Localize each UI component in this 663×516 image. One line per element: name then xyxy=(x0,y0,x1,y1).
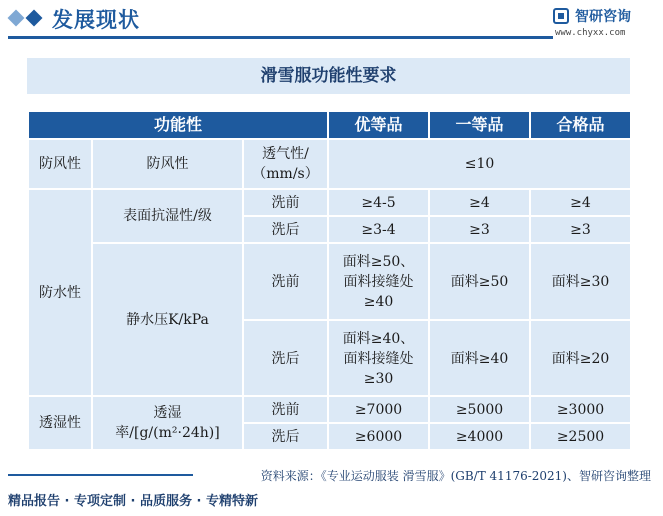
qualified-cell: ≥2500 xyxy=(530,423,631,450)
first-cell: ≥4000 xyxy=(429,423,530,450)
title-underline xyxy=(8,36,553,39)
windproof-value: ≤10 xyxy=(328,139,631,189)
category-waterproof: 防水性 xyxy=(28,189,92,397)
item-windproof: 防风性 xyxy=(92,139,243,189)
table-header-row xyxy=(28,111,631,139)
header-premium: 优等品 xyxy=(328,111,429,139)
category-windproof: 防风性 xyxy=(28,139,92,189)
first-cell: ≥4 xyxy=(429,189,530,216)
item-hydrostatic-pressure: 静水压K/kPa xyxy=(92,243,243,397)
premium-cell: ≥6000 xyxy=(328,423,429,450)
source-note: 资料来源：《专业运动服装 滑雪服》(GB/T 41176-2021)、智研咨询整理 xyxy=(260,469,651,483)
premium-cell: ≥3-4 xyxy=(328,216,429,243)
header-function: 功能性 xyxy=(28,111,328,139)
diamond-bullet-icon xyxy=(8,10,52,28)
table-row xyxy=(28,139,631,189)
table-row xyxy=(28,396,631,423)
cond-cell: 洗前 xyxy=(243,189,328,216)
qualified-cell: ≥3 xyxy=(530,216,631,243)
qualified-cell: 面料≥20 xyxy=(530,320,631,397)
first-cell: ≥3 xyxy=(429,216,530,243)
first-cell: ≥5000 xyxy=(429,396,530,423)
premium-cell: 面料≥40、面料接缝处≥30 xyxy=(328,320,429,397)
cond-cell: 洗后 xyxy=(243,216,328,243)
table-title: 滑雪服功能性要求 xyxy=(27,58,630,94)
page-header xyxy=(0,0,663,46)
premium-cell: ≥7000 xyxy=(328,396,429,423)
qualified-cell: 面料≥30 xyxy=(530,243,631,320)
section-title: 发展现状 xyxy=(52,8,140,32)
brand-name: 智研咨询 xyxy=(575,9,631,25)
brand-logo xyxy=(553,6,653,42)
spec-table-moisture xyxy=(27,395,632,451)
qualified-cell: ≥4 xyxy=(530,189,631,216)
premium-cell: ≥4-5 xyxy=(328,189,429,216)
premium-cell: 面料≥50、面料接缝处≥40 xyxy=(328,243,429,320)
header-first: 一等品 xyxy=(429,111,530,139)
header-qualified: 合格品 xyxy=(530,111,631,139)
category-moisture-permeability: 透湿性 xyxy=(28,396,92,450)
first-cell: 面料≥50 xyxy=(429,243,530,320)
table-row xyxy=(28,243,631,320)
cond-cell: 洗前 xyxy=(243,396,328,423)
spec-table xyxy=(27,110,632,398)
item-moisture-rate: 透湿率/[g/(m²·24h)] xyxy=(92,396,243,450)
cond-cell: 洗后 xyxy=(243,423,328,450)
first-cell: 面料≥40 xyxy=(429,320,530,397)
table-row xyxy=(28,189,631,216)
brand-url: www.chyxx.com xyxy=(555,28,626,38)
sub-air-permeability: 透气性/（mm/s） xyxy=(243,139,328,189)
cond-cell: 洗前 xyxy=(243,243,328,320)
footer-divider xyxy=(8,474,193,476)
item-surface-wetting: 表面抗湿性/级 xyxy=(92,189,243,243)
footer-tagline: 精品报告 · 专项定制 · 品质服务 · 专精特新 xyxy=(8,494,258,509)
cond-cell: 洗后 xyxy=(243,320,328,397)
qualified-cell: ≥3000 xyxy=(530,396,631,423)
brand-logo-icon xyxy=(553,8,569,24)
